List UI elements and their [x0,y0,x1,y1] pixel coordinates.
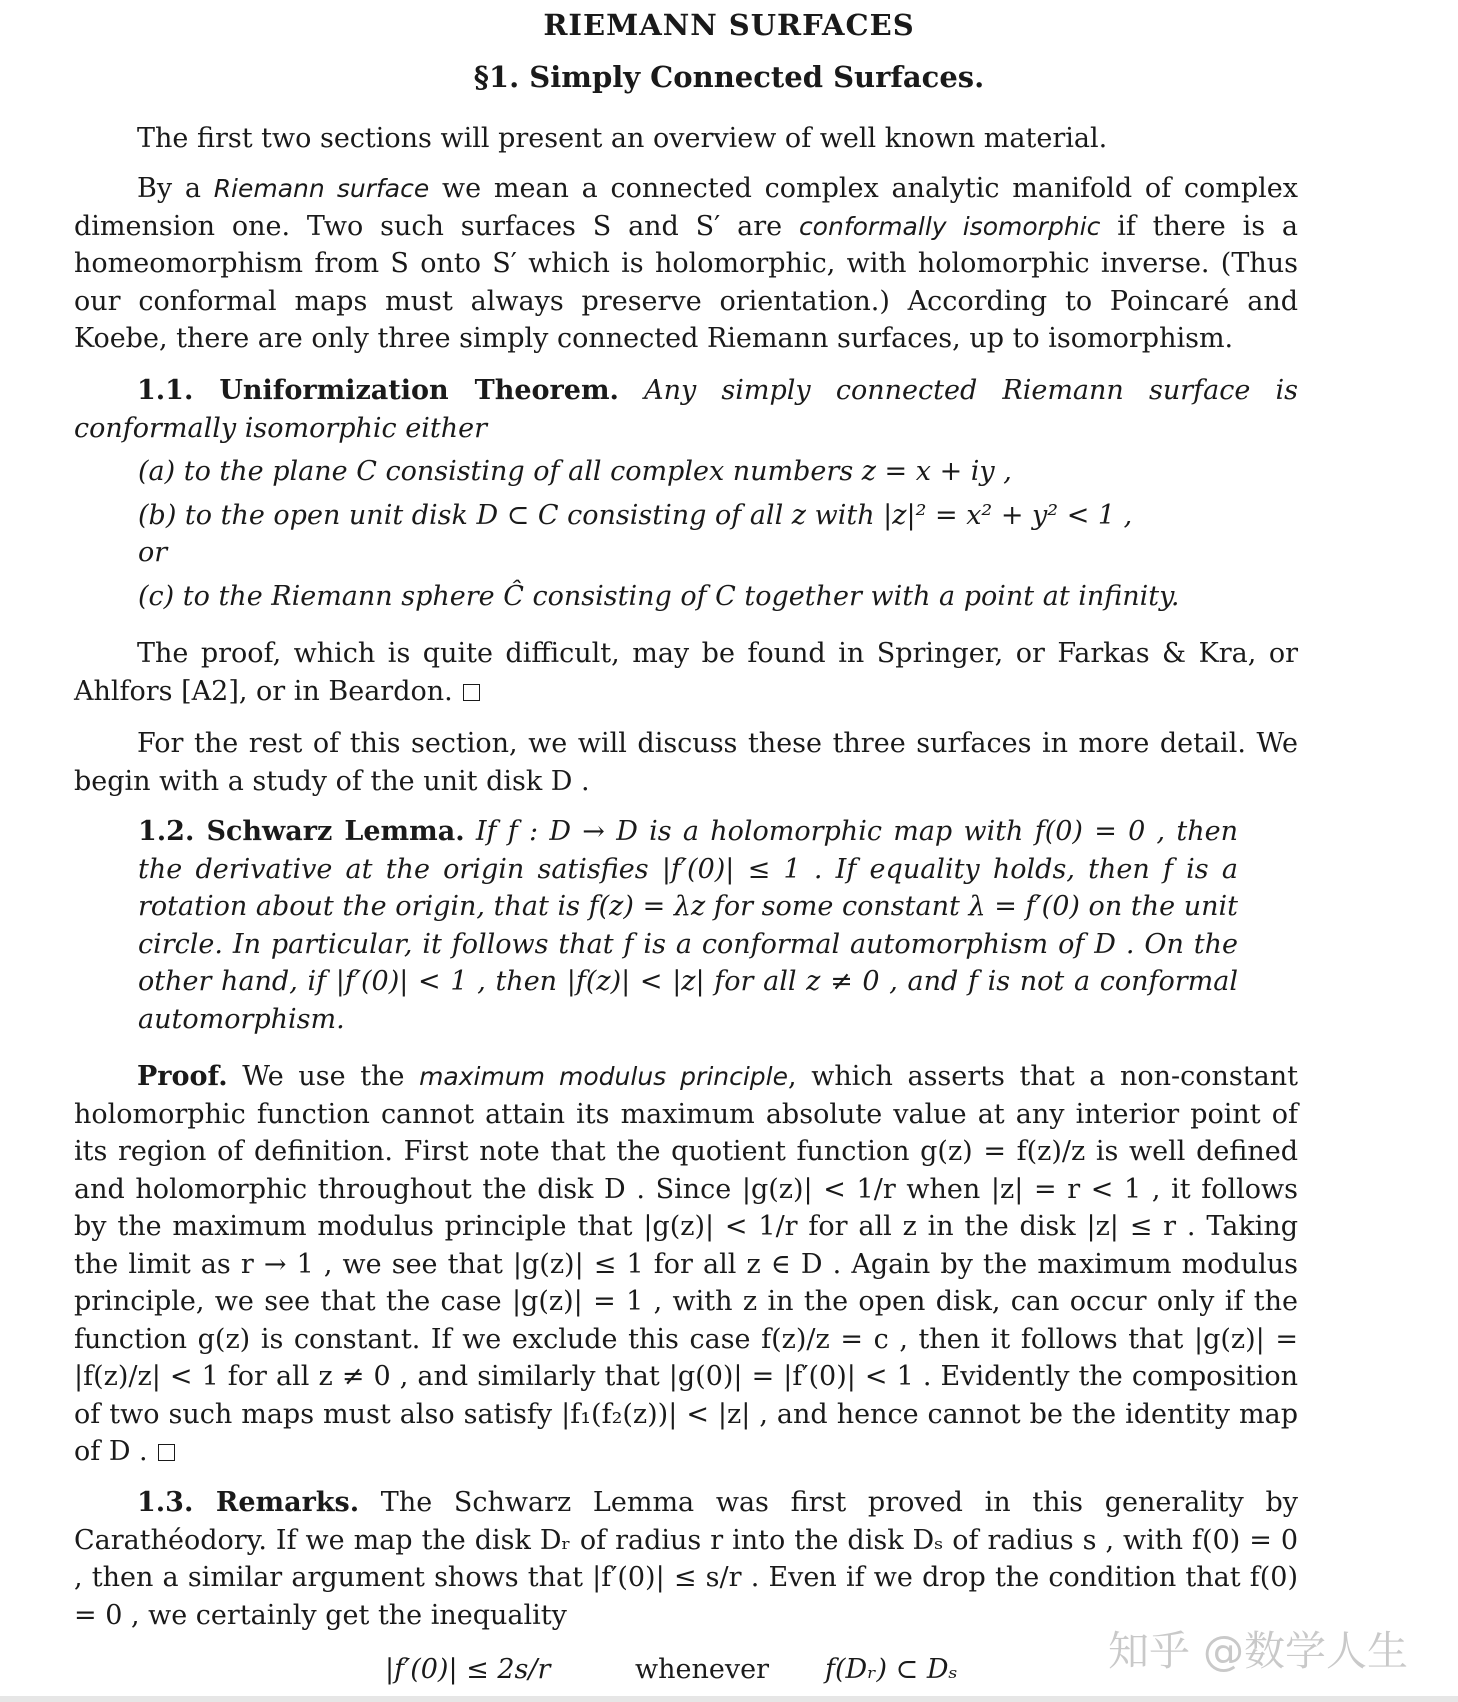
proof-reference-paragraph: The proof, which is quite difficult, may be found in Springer, or Farkas & Kra, or Ahlfors [A2], or in Beardon. [74,638,1298,707]
watermark: 知乎 @数学人生 [1108,1627,1409,1675]
equation-right: f(Dᵣ) ⊂ Dₛ [825,1654,958,1685]
theorem-item-c: (c) to the Riemann sphere Ĉ consisting of C together with a point at infinity. [138,580,1180,612]
schwarz-lemma: 1.2. Schwarz Lemma. If f : D → D is a holomorphic map with f(0) = 0 , then the derivative at the origin satisfies |f′(0)| ≤ 1 . If equality holds, then f is a rotation about the origin, that is f(z) = λz for some constant λ = f′(0) on the unit circle. In particular, it follows that f is a conformal automorphism of D . On the other hand, if |f′(0)| < 1 , then |f(z)| < |z| for all z ≠ 0 , and f is not a conformal automorphism. [138,816,1238,1035]
remarks-label: 1.3. Remarks. [137,1487,360,1518]
theorem-label: 1.1. Uniformization Theorem. [137,375,619,406]
qed-symbol [463,684,480,701]
qed-symbol [158,1444,175,1461]
definition-paragraph: By a Riemann surface we mean a connected complex analytic manifold of complex dimension one. Two such surfaces S and S′ are conformally isomorphic if there is a homeomorphism from S onto S′ which is holomorphic, with holomorphic inverse. (Thus our conformal maps must always preserve orientation.) According to Poincaré and Koebe, there are only three simply connected Riemann surfaces, up to isomorphism. [74,173,1299,354]
theorem-item-or: or [138,537,168,568]
section-heading: §1. Simply Connected Surfaces. [473,60,985,94]
remarks-paragraph: 1.3. Remarks. The Schwarz Lemma was first proved in this generality by Carathéodory. If we map the disk Dᵣ of radius r into the disk Dₛ of radius s , with f(0) = 0 , then a similar argument shows that |f′(0)| ≤ s/r . Even if we drop the condition that f(0) = 0 , we certainly get the inequality [74,1487,1298,1631]
paper-title: RIEMANN SURFACES [543,8,915,42]
bottom-divider [0,1696,1458,1702]
uniformization-theorem: 1.1. Uniformization Theorem. Any simply connected Riemann surface is conformally isomorphic either [74,375,1298,444]
term-riemann-surface: Riemann surface [213,174,430,203]
term-conformally-isomorphic: conformally isomorphic [798,211,1101,241]
proof-paragraph: Proof. We use the maximum modulus principle, which asserts that a non-constant holomorphic function cannot attain its maximum absolute value at any interior point of its region of definition. First note that the quotient function g(z) = f(z)/z is well defined and holomorphic throughout the disk D . Since |g(z)| < 1/r when |z| = r < 1 , it follows by the maximum modulus principle that |g(z)| < 1/r for all z in the disk |z| ≤ r . Taking the limit as r → 1 , we see that |g(z)| ≤ 1 for all z ∈ D . Again by the maximum modulus principle, we see that the case |g(z)| = 1 , with z in the open disk, can occur only if the function g(z) is constant. If we exclude this case f(z)/z = c , then it follows that |g(z)| = |f(z)/z| < 1 for all z ≠ 0 , and similarly that |g(0)| = |f′(0)| < 1 . Evidently the composition of two such maps must also satisfy |f₁(f₂(z))| < |z| , and hence cannot be the identity map of D . [74,1061,1298,1467]
equation-left: |f′(0)| ≤ 2s/r [385,1654,551,1685]
proof-label: Proof. [137,1061,228,1092]
theorem-item-b: (b) to the open unit disk D ⊂ C consisting of all z with |z|² = x² + y² < 1 , [138,499,1133,531]
theorem-item-a: (a) to the plane C consisting of all complex numbers z = x + iy , [138,456,1012,487]
term-maximum-modulus: maximum modulus principle [419,1062,788,1091]
equation-middle: whenever [635,1654,769,1685]
intro-paragraph: The first two sections will present an overview of well known material. [137,123,1108,154]
lemma-label: 1.2. Schwarz Lemma. [138,816,465,847]
transition-paragraph: For the rest of this section, we will discuss these three surfaces in more detail. We begin with a study of the unit disk D . [74,728,1298,797]
theorem-items [138,453,1238,615]
